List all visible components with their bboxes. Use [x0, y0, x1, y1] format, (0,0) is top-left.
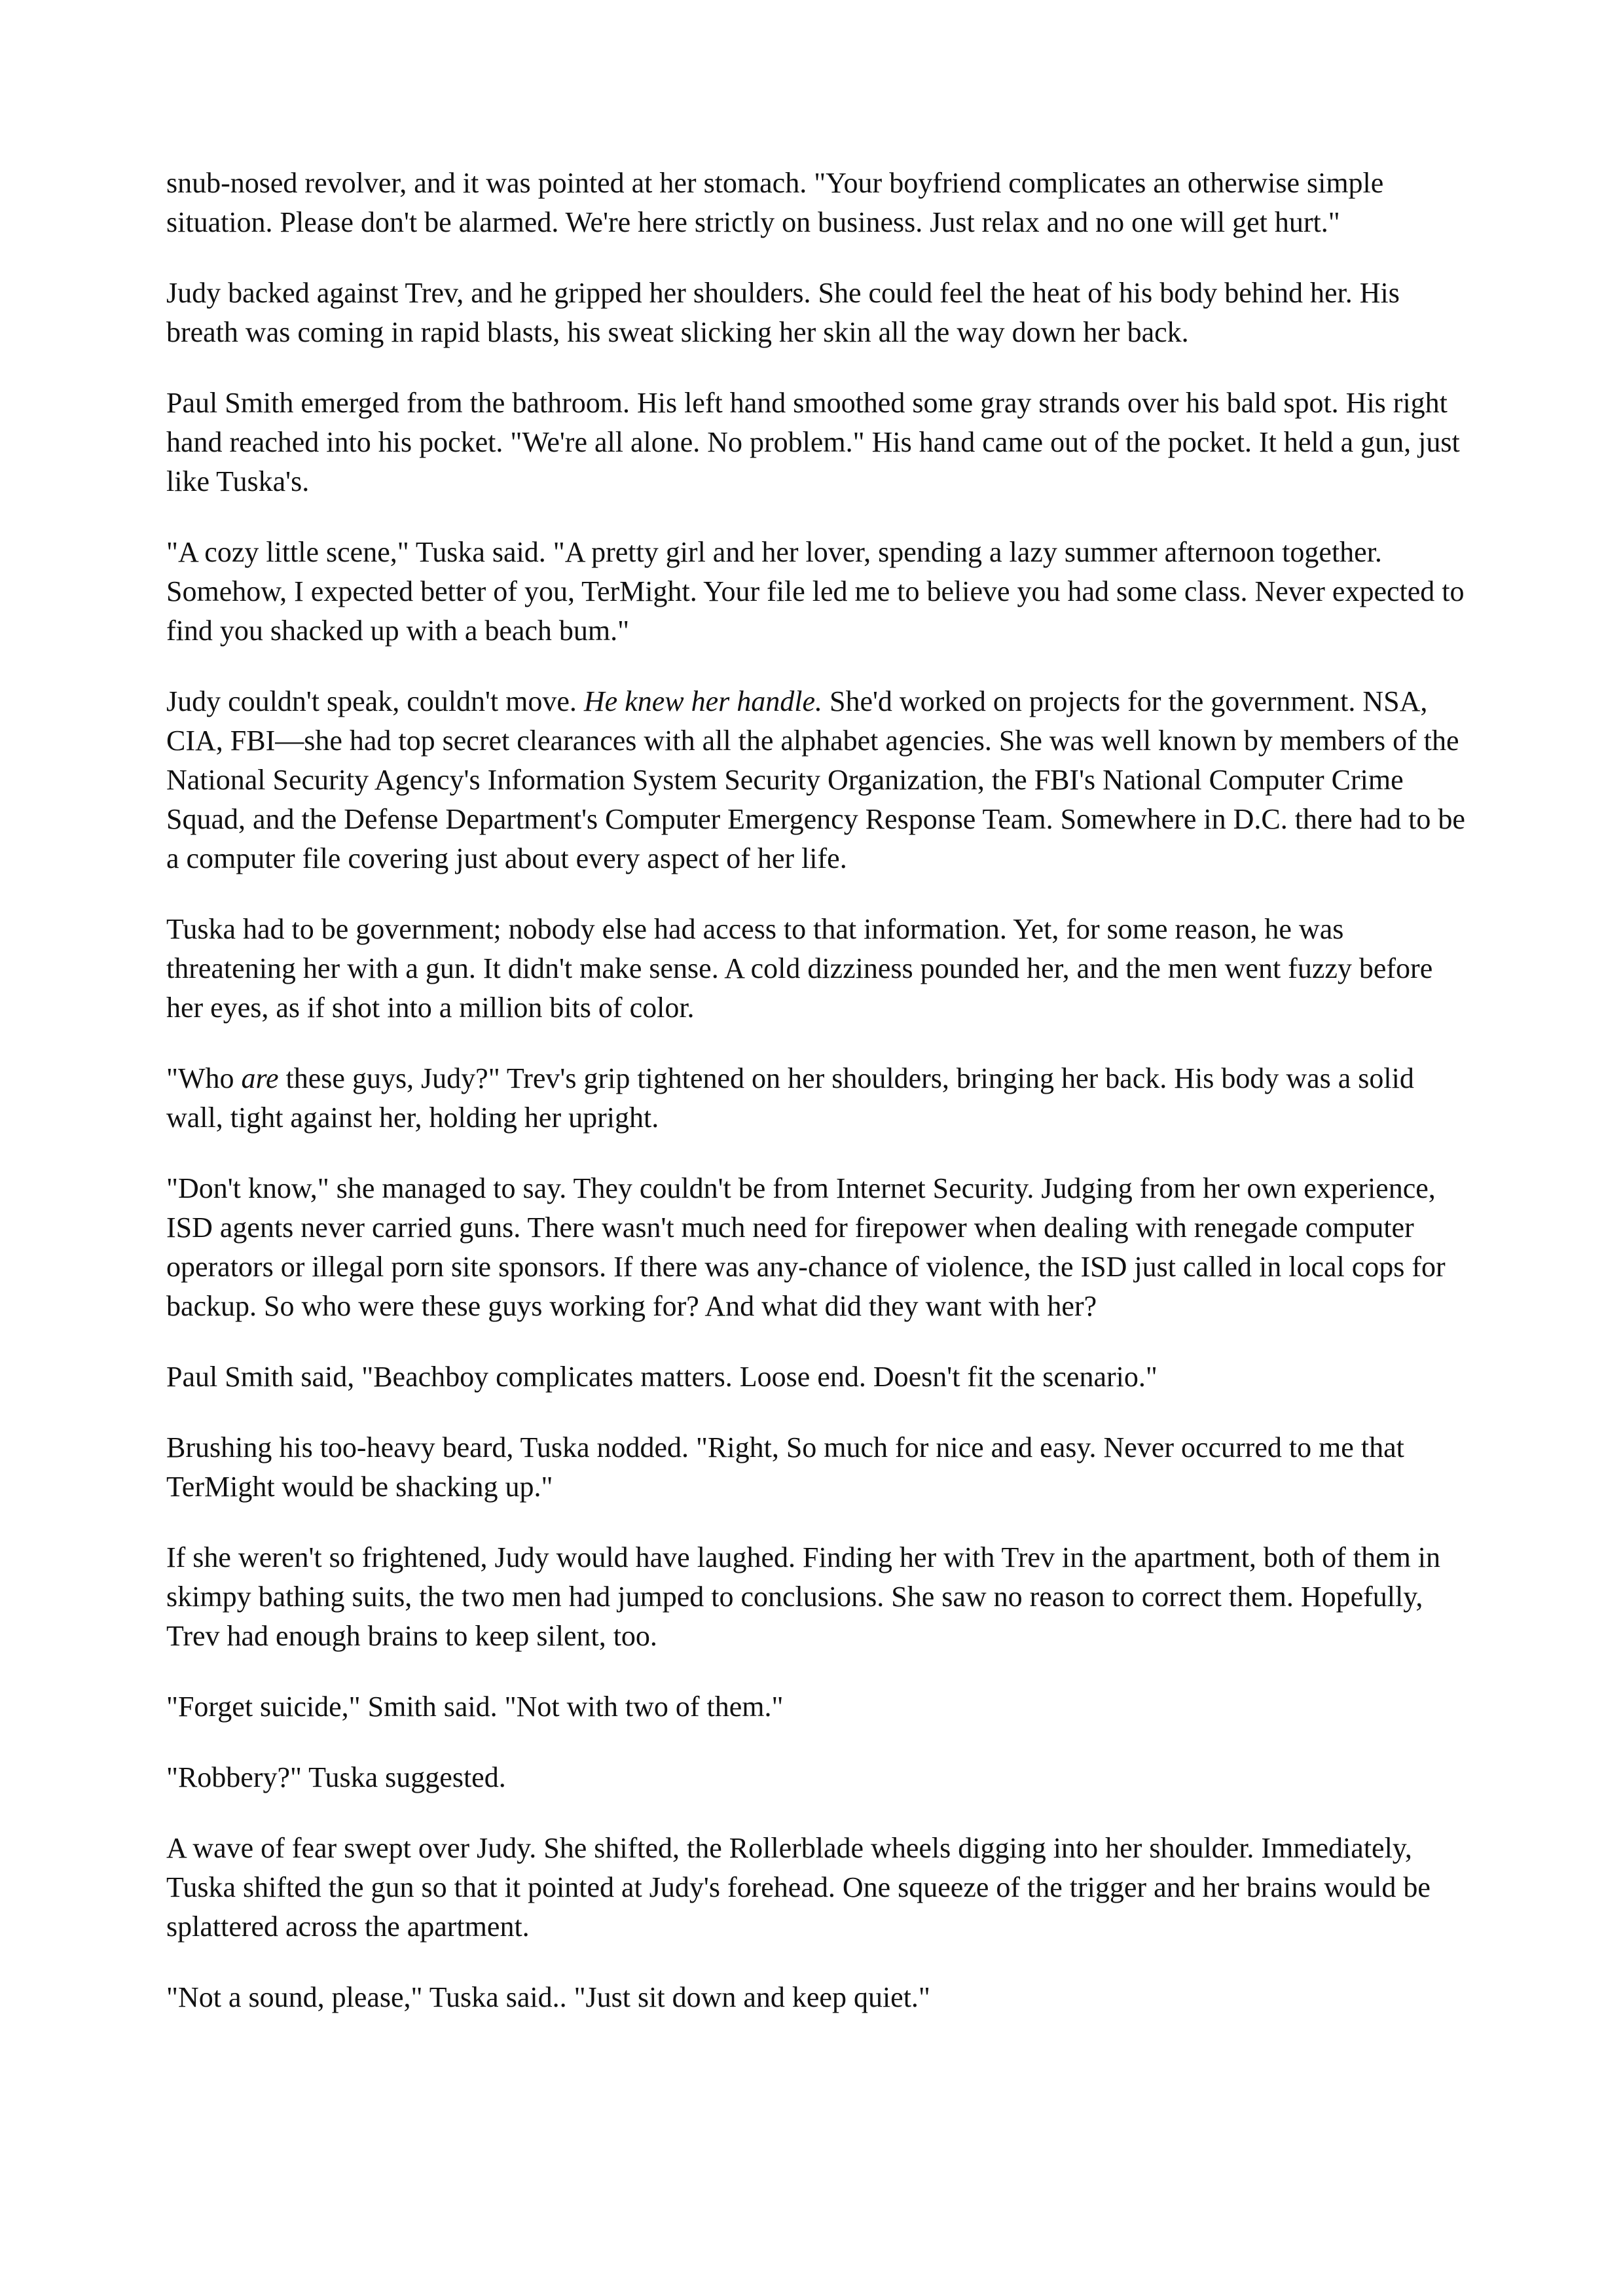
paragraph-15: "Not a sound, please," Tuska said.. "Just sit down and keep quiet." — [166, 1981, 930, 2013]
italic-emphasis: are — [241, 1062, 279, 1094]
paragraph-9: Paul Smith said, "Beachboy complicates matters. Loose end. Doesn't fit the scenario." — [166, 1361, 1158, 1393]
paragraph-10: Brushing his too-heavy beard, Tuska nodded. "Right, So much for nice and easy. Never occurred to me that TerMight would be shacking up." — [166, 1431, 1404, 1503]
paragraph-8: "Don't know," she managed to say. They couldn't be from Internet Security. Judging from her own experience, ISD agents never carried guns. There wasn't much need for firepower when dealing with renegade computer operators or illegal porn site sponsors. If there was any-chance of violence, the ISD just called in local cops for backup. So who were these guys working for? And what did they want with her? — [166, 1172, 1446, 1322]
paragraph-1: snub-nosed revolver, and it was pointed at her stomach. "Your boyfriend complicates an otherwise simple situation. Please don't be alarmed. We're here strictly on business. Just relax and no one will get hurt." — [166, 167, 1384, 238]
paragraph-4: "A cozy little scene," Tuska said. "A pretty girl and her lover, spending a lazy summer afternoon together. Somehow, I expected better of you, TerMight. Your file led me to believe you had some class. Never expected to find you shacked up with a beach bum." — [166, 536, 1465, 647]
paragraph-14: A wave of fear swept over Judy. She shifted, the Rollerblade wheels digging into her shoulder. Immediately, Tuska shifted the gun so that it pointed at Judy's forehead. One squeeze of the trigger and her brains would be splattered across the apartment. — [166, 1832, 1431, 1943]
paragraph-5: Judy couldn't speak, couldn't move. He knew her handle. She'd worked on projects for the government. NSA, CIA, FBI—she had top secret clearances with all the alphabet agencies. She was well known by members of the National Security Agency's Information System Security Organization, the FBI's National Computer Crime Squad, and the Defense Department's Computer Emergency Response Team. Somewhere in D.C. there had to be a computer file covering just about every aspect of her life. — [166, 685, 1465, 874]
paragraph-7: "Who are these guys, Judy?" Trev's grip tightened on her shoulders, bringing her back. His body was a solid wall, tight against her, holding her upright. — [166, 1062, 1414, 1134]
paragraph-13: "Robbery?" Tuska suggested. — [166, 1761, 506, 1793]
paragraph-2: Judy backed against Trev, and he gripped her shoulders. She could feel the heat of his body behind her. His breath was coming in rapid blasts, his sweat slicking her skin all the way down her back. — [166, 277, 1400, 348]
italic-emphasis: He knew her handle. — [583, 685, 822, 717]
paragraph-3: Paul Smith emerged from the bathroom. His left hand smoothed some gray strands over his bald spot. His right hand reached into his pocket. "We're all alone. No problem." His hand came out of the pocket. It held a gun, just like Tuska's. — [166, 387, 1460, 497]
document-page — [166, 164, 1469, 2017]
paragraph-12: "Forget suicide," Smith said. "Not with two of them." — [166, 1691, 784, 1723]
paragraph-6: Tuska had to be government; nobody else had access to that information. Yet, for some reason, he was threatening her with a gun. It didn't make sense. A cold dizziness pounded her, and the men went fuzzy before her eyes, as if shot into a million bits of color. — [166, 913, 1433, 1024]
paragraph-11: If she weren't so frightened, Judy would have laughed. Finding her with Trev in the apartment, both of them in skimpy bathing suits, the two men had jumped to conclusions. She saw no reason to correct them. Hopefully, Trev had enough brains to keep silent, too. — [166, 1541, 1441, 1652]
